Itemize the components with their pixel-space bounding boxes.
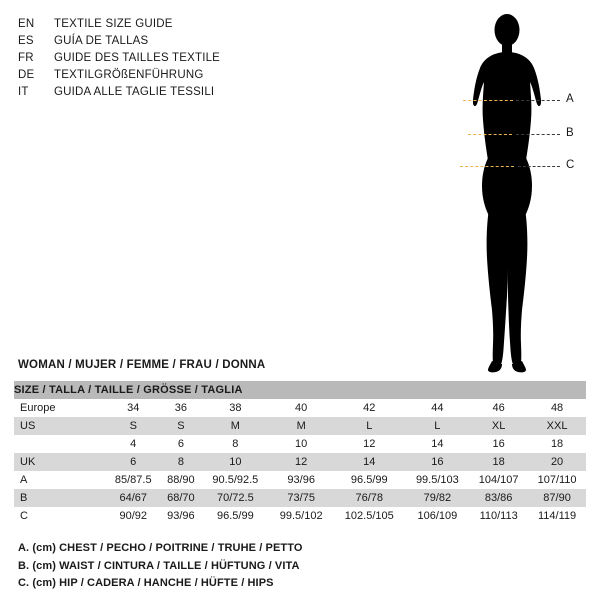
hip-measure-line: [460, 166, 514, 167]
row-label: US: [14, 417, 106, 435]
chest-measure-line: [463, 100, 513, 101]
row-label: B: [14, 489, 106, 507]
row-label: A: [14, 471, 106, 489]
legend: [18, 540, 303, 593]
cell: 38: [201, 399, 269, 417]
section-title: WOMAN / MUJER / FEMME / FRAU / DONNA: [18, 359, 266, 371]
cell: XXL: [528, 417, 586, 435]
cell: S: [160, 417, 201, 435]
cell: 114/119: [528, 507, 586, 525]
cell: 102.5/105: [333, 507, 406, 525]
cell: 12: [269, 453, 333, 471]
marker-label-b: B: [566, 127, 574, 139]
cell: 99.5/103: [406, 471, 470, 489]
cell: 110/113: [469, 507, 528, 525]
language-title: TEXTILE SIZE GUIDE: [54, 18, 173, 30]
cell: 64/67: [106, 489, 160, 507]
legend-item-b: B. (cm) WAIST / CINTURA / TAILLE / HÜFTUNG / VITA: [18, 559, 300, 572]
cell: 8: [160, 453, 201, 471]
cell: 6: [106, 453, 160, 471]
cell: 73/75: [269, 489, 333, 507]
table-header-label: SIZE / TALLA / TAILLE / GRÖSSE / TAGLIA: [14, 381, 586, 399]
cell: 87/90: [528, 489, 586, 507]
row-label: C: [14, 507, 106, 525]
language-title: TEXTILGRÖßENFÜHRUNG: [54, 69, 204, 81]
language-code: DE: [18, 69, 35, 81]
cell: 104/107: [469, 471, 528, 489]
waist-measure-line: [468, 134, 512, 135]
language-row: [18, 67, 318, 84]
cell: 99.5/102: [269, 507, 333, 525]
cell: 107/110: [528, 471, 586, 489]
cell: 14: [406, 435, 470, 453]
language-code: ES: [18, 35, 34, 47]
cell: 90.5/92.5: [201, 471, 269, 489]
chest-leader-line: [516, 100, 560, 101]
table-row: [14, 453, 586, 471]
cell: 85/87.5: [106, 471, 160, 489]
cell: 83/86: [469, 489, 528, 507]
cell: 93/96: [160, 507, 201, 525]
row-label: UK: [14, 453, 106, 471]
row-label: [14, 435, 106, 453]
cell: S: [106, 417, 160, 435]
cell: L: [406, 417, 470, 435]
language-code: IT: [18, 86, 29, 98]
cell: 16: [469, 435, 528, 453]
cell: 12: [333, 435, 406, 453]
table-row: [14, 489, 586, 507]
cell: 88/90: [160, 471, 201, 489]
language-title: GUIDA ALLE TAGLIE TESSILI: [54, 86, 215, 98]
cell: 76/78: [333, 489, 406, 507]
cell: 14: [333, 453, 406, 471]
language-row: [18, 84, 318, 101]
row-label: Europe: [14, 399, 106, 417]
cell: 8: [201, 435, 269, 453]
language-title: GUIDE DES TAILLES TEXTILE: [54, 52, 221, 64]
language-code: EN: [18, 18, 35, 30]
table-row: [14, 417, 586, 435]
table-row: [14, 507, 586, 525]
cell: 34: [106, 399, 160, 417]
legend-item-c: C. (cm) HIP / CADERA / HANCHE / HÜFTE / HIPS: [18, 577, 274, 589]
language-title: GUÍA DE TALLAS: [54, 35, 149, 47]
cell: 96.5/99: [201, 507, 269, 525]
cell: 18: [469, 453, 528, 471]
cell: 96.5/99: [333, 471, 406, 489]
size-table: [14, 381, 586, 525]
table-row: [14, 471, 586, 489]
language-title-block: [18, 16, 318, 101]
table-row: [14, 435, 586, 453]
cell: 48: [528, 399, 586, 417]
language-row: [18, 16, 318, 33]
marker-label-c: C: [566, 159, 575, 171]
cell: 4: [106, 435, 160, 453]
figure-diagram: [430, 8, 590, 378]
cell: 70/72.5: [201, 489, 269, 507]
cell: 18: [528, 435, 586, 453]
female-silhouette-icon: [430, 8, 590, 378]
cell: 16: [406, 453, 470, 471]
cell: M: [269, 417, 333, 435]
cell: 46: [469, 399, 528, 417]
cell: 44: [406, 399, 470, 417]
cell: 90/92: [106, 507, 160, 525]
language-row: [18, 50, 318, 67]
hip-leader-line: [518, 166, 560, 167]
cell: L: [333, 417, 406, 435]
cell: 40: [269, 399, 333, 417]
cell: 10: [201, 453, 269, 471]
cell: 79/82: [406, 489, 470, 507]
cell: 68/70: [160, 489, 201, 507]
legend-item-a: A. (cm) CHEST / PECHO / POITRINE / TRUHE / PETTO: [18, 542, 303, 554]
cell: M: [201, 417, 269, 435]
cell: 10: [269, 435, 333, 453]
cell: 6: [160, 435, 201, 453]
language-row: [18, 33, 318, 50]
language-code: FR: [18, 52, 34, 64]
table-header-row: [14, 381, 586, 399]
cell: 93/96: [269, 471, 333, 489]
marker-label-a: A: [566, 93, 574, 105]
cell: 42: [333, 399, 406, 417]
cell: 106/109: [406, 507, 470, 525]
waist-leader-line: [516, 134, 560, 135]
cell: 20: [528, 453, 586, 471]
table-row: [14, 399, 586, 417]
cell: XL: [469, 417, 528, 435]
cell: 36: [160, 399, 201, 417]
